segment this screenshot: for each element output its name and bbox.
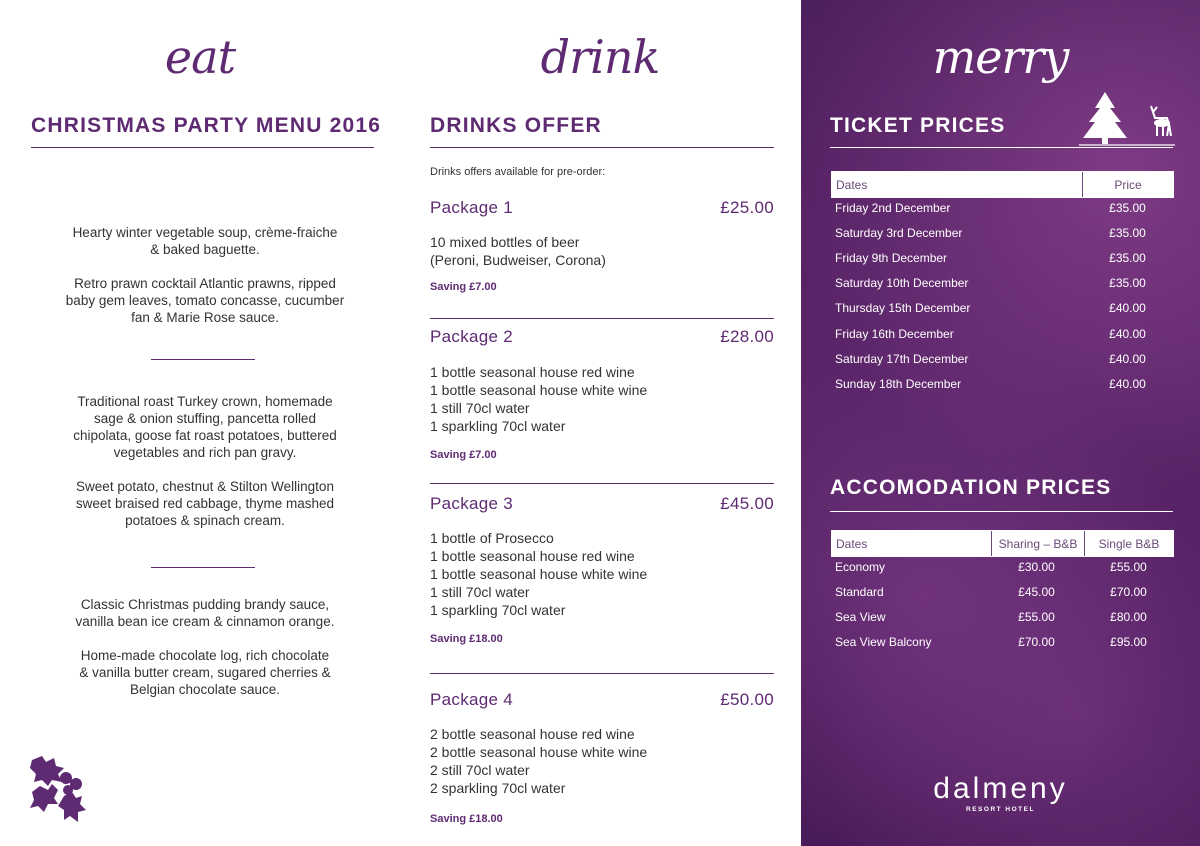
drink-column — [400, 0, 800, 846]
table-cell: £35.00 — [1109, 250, 1146, 265]
table-row — [831, 346, 1174, 371]
menu-heading: CHRISTMAS PARTY MENU 2016 — [31, 114, 382, 137]
heading-rule — [830, 511, 1173, 512]
mains-section — [40, 393, 370, 546]
table-cell: £35.00 — [1109, 225, 1146, 240]
eat-script-title: eat — [164, 30, 236, 84]
heading-rule — [31, 147, 374, 148]
package-item: 2 bottle seasonal house red wine — [430, 726, 635, 742]
table-cell: Standard — [835, 584, 884, 599]
column-header: Dates — [836, 536, 868, 551]
package-rule — [430, 483, 774, 484]
package-rule — [430, 318, 774, 319]
package-item: 1 bottle of Prosecco — [430, 530, 554, 546]
accommodation-heading: ACCOMODATION PRICES — [830, 476, 1112, 499]
package-item: 1 bottle seasonal house white wine — [430, 382, 648, 398]
package-item: 1 still 70cl water — [430, 400, 530, 416]
package-item: (Peroni, Budweiser, Corona) — [430, 252, 606, 268]
package-saving: Saving £7.00 — [430, 281, 497, 293]
table-row — [831, 195, 1174, 220]
package-saving: Saving £18.00 — [430, 813, 503, 825]
brand-subtitle: RESORT HOTEL — [966, 806, 1035, 813]
ticket-price-table — [831, 171, 1174, 397]
ticket-heading: TICKET PRICES — [830, 114, 1006, 137]
table-cell: Friday 9th December — [835, 250, 948, 265]
table-row — [831, 296, 1174, 321]
table-cell: £35.00 — [1109, 200, 1146, 215]
table-cell: £70.00 — [1018, 634, 1055, 649]
heading-rule — [830, 147, 1173, 148]
package-item: 10 mixed bottles of beer — [430, 234, 580, 250]
table-cell: £30.00 — [1018, 559, 1055, 574]
package-item: 1 bottle seasonal house white wine — [430, 566, 648, 582]
table-cell: £40.00 — [1109, 326, 1146, 341]
menu-item: Hearty winter vegetable soup, crème-fraiche & baked baguette. — [72, 225, 338, 257]
table-cell: £45.00 — [1018, 584, 1055, 599]
package-2 — [430, 327, 774, 461]
column-header: Dates — [836, 177, 868, 192]
drinks-heading: DRINKS OFFER — [430, 114, 602, 137]
starters-section — [40, 224, 370, 343]
package-item: 2 bottle seasonal house white wine — [430, 744, 648, 760]
package-item: 1 still 70cl water — [430, 584, 530, 600]
table-header — [831, 530, 1174, 557]
column-header: Price — [1082, 172, 1173, 197]
holly-icon — [28, 752, 90, 826]
package-saving: Saving £18.00 — [430, 633, 503, 645]
package-name: Package 1 — [430, 198, 514, 217]
package-price: £28.00 — [720, 327, 774, 346]
package-item: 1 sparkling 70cl water — [430, 418, 566, 434]
package-rule — [430, 673, 774, 674]
table-row — [831, 321, 1174, 346]
table-cell: £55.00 — [1018, 609, 1055, 624]
menu-item: Traditional roast Turkey crown, homemade sage & onion stuffing, pancetta rolled chipolata, goose fat roast potatoes, buttered vegetables and rich pan gravy. — [73, 394, 337, 460]
package-item: 1 bottle seasonal house red wine — [430, 364, 635, 380]
table-row — [831, 271, 1174, 296]
table-cell: Saturday 10th December — [835, 276, 969, 291]
table-header — [831, 171, 1174, 198]
table-cell: £95.00 — [1110, 634, 1147, 649]
table-cell: £40.00 — [1109, 301, 1146, 316]
course-divider — [151, 359, 255, 360]
table-cell: Economy — [835, 559, 886, 574]
table-row — [831, 245, 1174, 270]
heading-rule — [430, 147, 774, 148]
table-row — [831, 629, 1174, 654]
merry-panel — [801, 0, 1200, 846]
merry-script-title: merry — [932, 30, 1069, 84]
desserts-section — [40, 596, 370, 715]
christmas-tree-icon — [1079, 90, 1175, 150]
accommodation-price-table — [831, 530, 1174, 654]
column-header: Sharing – B&B — [991, 531, 1084, 556]
package-4 — [430, 690, 774, 825]
table-cell: £40.00 — [1109, 351, 1146, 366]
table-row — [831, 220, 1174, 245]
menu-item: Home-made chocolate log, rich chocolate & vanilla butter cream, sugared cherries & Belgian chocolate sauce. — [79, 648, 331, 697]
menu-item: Sweet potato, chestnut & Stilton Wellington sweet braised red cabbage, thyme mashed potatoes & spinach cream. — [75, 479, 335, 528]
package-name: Package 4 — [430, 690, 514, 709]
package-price: £25.00 — [720, 198, 774, 217]
package-saving: Saving £7.00 — [430, 449, 497, 461]
package-price: £50.00 — [720, 690, 774, 709]
hotel-logo — [801, 772, 1200, 813]
table-row — [831, 371, 1174, 396]
package-item: 2 sparkling 70cl water — [430, 780, 566, 796]
table-cell: £70.00 — [1110, 584, 1147, 599]
table-cell: Sea View Balcony — [835, 634, 932, 649]
table-cell: Friday 16th December — [835, 326, 954, 341]
package-item: 1 sparkling 70cl water — [430, 602, 566, 618]
table-row — [831, 579, 1174, 604]
table-cell: £35.00 — [1109, 276, 1146, 291]
drinks-intro: Drinks offers available for pre-order: — [430, 166, 606, 178]
package-name: Package 2 — [430, 327, 514, 346]
table-cell: £40.00 — [1109, 376, 1146, 391]
package-item: 1 bottle seasonal house red wine — [430, 548, 635, 564]
package-price: £45.00 — [720, 494, 774, 513]
brand-name: dalmeny — [933, 772, 1068, 805]
table-cell: Sunday 18th December — [835, 376, 962, 391]
menu-item: Retro prawn cocktail Atlantic prawns, ripped baby gem leaves, tomato concasse, cucumber fan & Marie Rose sauce. — [65, 276, 345, 325]
table-cell: £80.00 — [1110, 609, 1147, 624]
table-row — [831, 554, 1174, 579]
table-cell: Saturday 17th December — [835, 351, 969, 366]
package-1 — [430, 198, 774, 293]
column-header: Single B&B — [1084, 531, 1173, 556]
menu-item: Classic Christmas pudding brandy sauce, vanilla bean ice cream & cinnamon orange. — [75, 597, 335, 629]
table-cell: Friday 2nd December — [835, 200, 951, 215]
package-name: Package 3 — [430, 494, 514, 513]
table-cell: Sea View — [835, 609, 886, 624]
package-3 — [430, 494, 774, 645]
table-row — [831, 604, 1174, 629]
course-divider — [151, 567, 255, 568]
package-item: 2 still 70cl water — [430, 762, 530, 778]
table-cell: Saturday 3rd December — [835, 225, 963, 240]
table-cell: £55.00 — [1110, 559, 1147, 574]
eat-column — [0, 0, 400, 846]
table-cell: Thursday 15th December — [835, 301, 971, 316]
drink-script-title: drink — [540, 30, 660, 84]
